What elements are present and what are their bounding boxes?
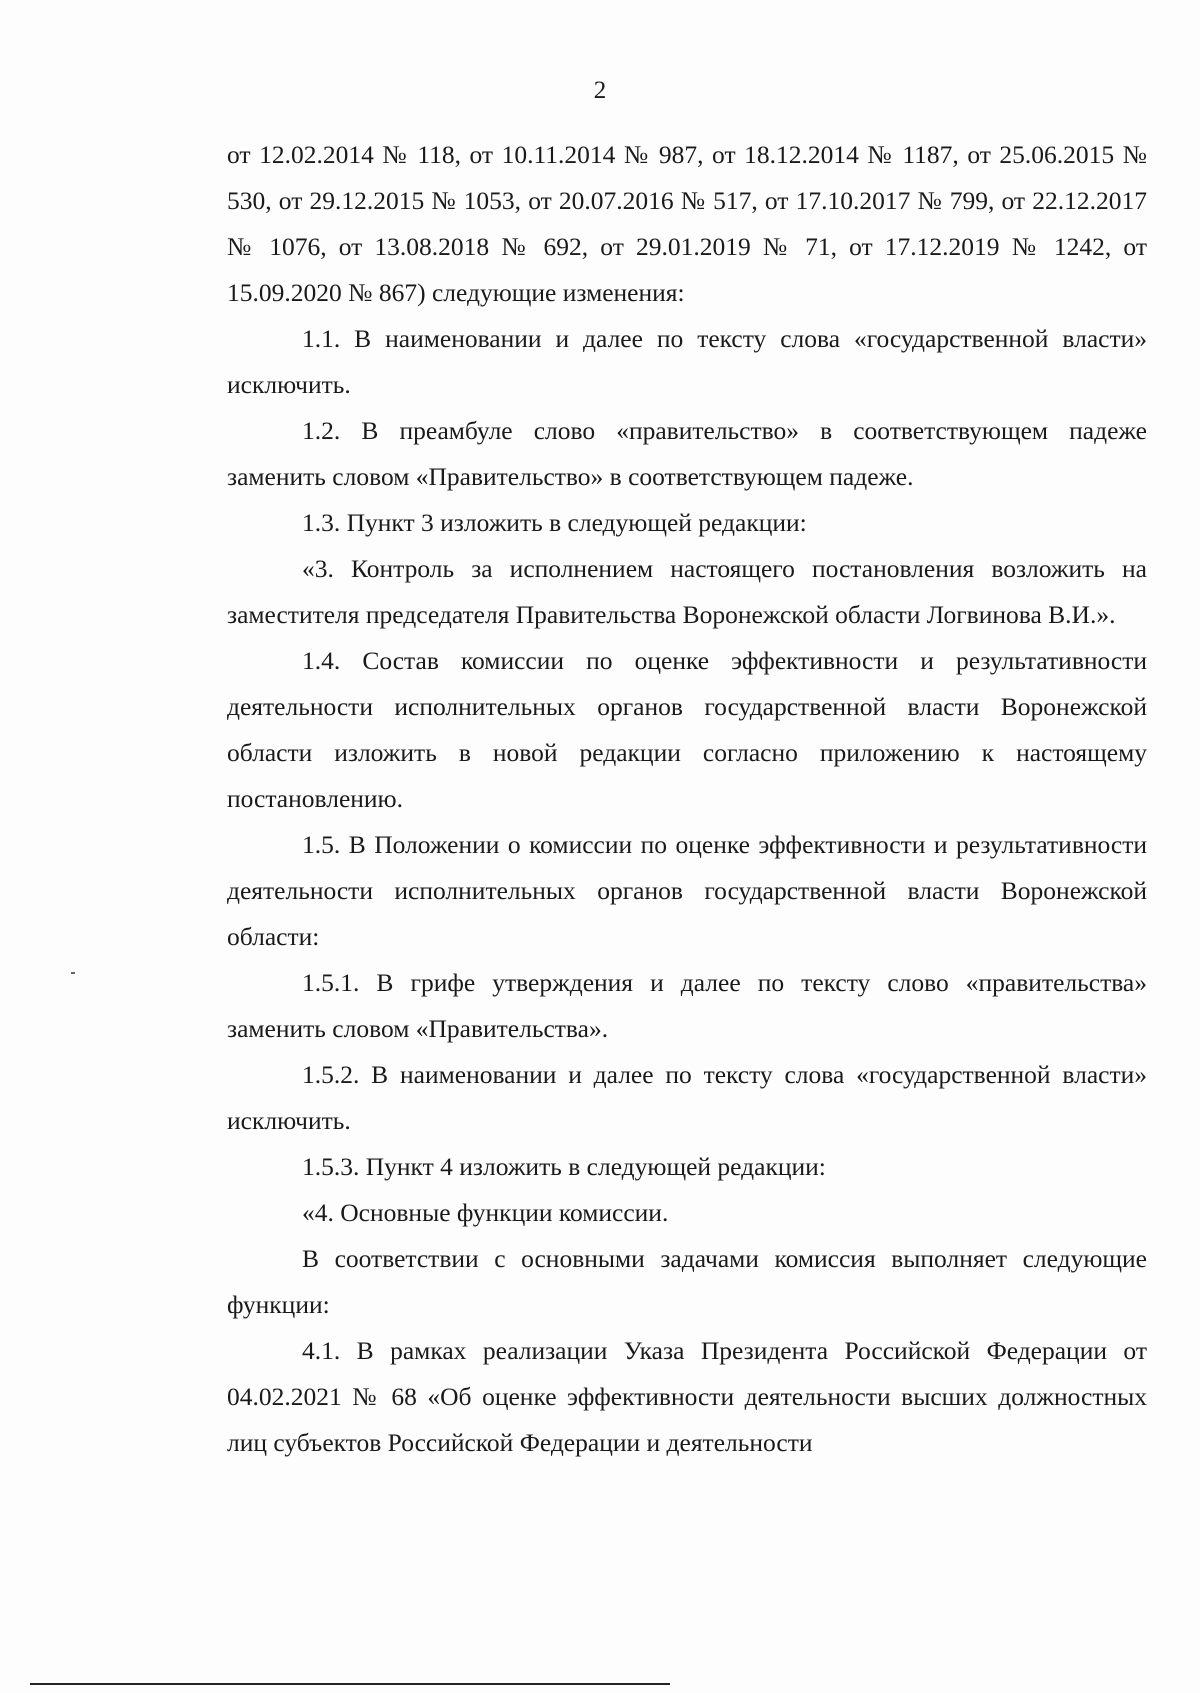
paragraph-amendment-list: от 12.02.2014 № 118, от 10.11.2014 № 987, от 18.12.2014 № 1187, от 25.06.2015 № 530, от 29.12.2015 № 1053, от 20.07.2016 № 517, от 17.10.2017 № 799, от 22.12.2017 № 1076, от 13.08.2018 № 692, от 29.01.2019 № 71, от 17.12.2019 № 1242, от 15.09.2020 № 867) следующие изменения:	[227, 140, 1147, 307]
document-body	[227, 132, 1147, 1466]
paragraph-4-1: 4.1. В рамках реализации Указа Президента Российской Федерации от 04.02.2021 № 68 «Об оценке эффективности деятельности высших должностных лиц субъектов Российской Федерации и деятельности	[227, 1336, 1147, 1457]
paragraph-1-5-3: 1.5.3. Пункт 4 изложить в следующей редакции:	[302, 1152, 826, 1181]
paragraph-1-5: 1.5. В Положении о комиссии по оценке эффективности и результативности деятельности исполнительных органов государственной власти Воронежской области:	[227, 830, 1147, 951]
paragraph-1-2: 1.2. В преамбуле слово «правительство» в соответствующем падеже заменить словом «Правительство» в соответствующем падеже.	[227, 416, 1147, 491]
bottom-rule	[30, 1683, 670, 1685]
paragraph-1-1: 1.1. В наименовании и далее по тексту слова «государственной власти» исключить.	[227, 324, 1147, 399]
paragraph-1-4: 1.4. Состав комиссии по оценке эффективности и результативности деятельности исполнительных органов государственной власти Воронежской области изложить в новой редакции согласно приложению к настоящему постановлению.	[227, 646, 1147, 813]
paragraph-1-3: 1.3. Пункт 3 изложить в следующей редакции:	[302, 508, 807, 537]
paragraph-1-5-2: 1.5.2. В наименовании и далее по тексту слова «государственной власти» исключить.	[227, 1060, 1147, 1135]
paragraph-point-3: «3. Контроль за исполнением настоящего постановления возложить на заместителя председателя Правительства Воронежской области Логвинова В.И.».	[227, 554, 1147, 629]
paragraph-1-5-1: 1.5.1. В грифе утверждения и далее по тексту слово «правительства» заменить словом «Правительства».	[227, 968, 1147, 1043]
paragraph-functions-intro: В соответствии с основными задачами комиссия выполняет следующие функции:	[227, 1244, 1147, 1319]
page-number: 2	[593, 77, 607, 104]
scan-artifact-mark	[71, 972, 75, 974]
paragraph-point-4-heading: «4. Основные функции комиссии.	[302, 1198, 669, 1227]
